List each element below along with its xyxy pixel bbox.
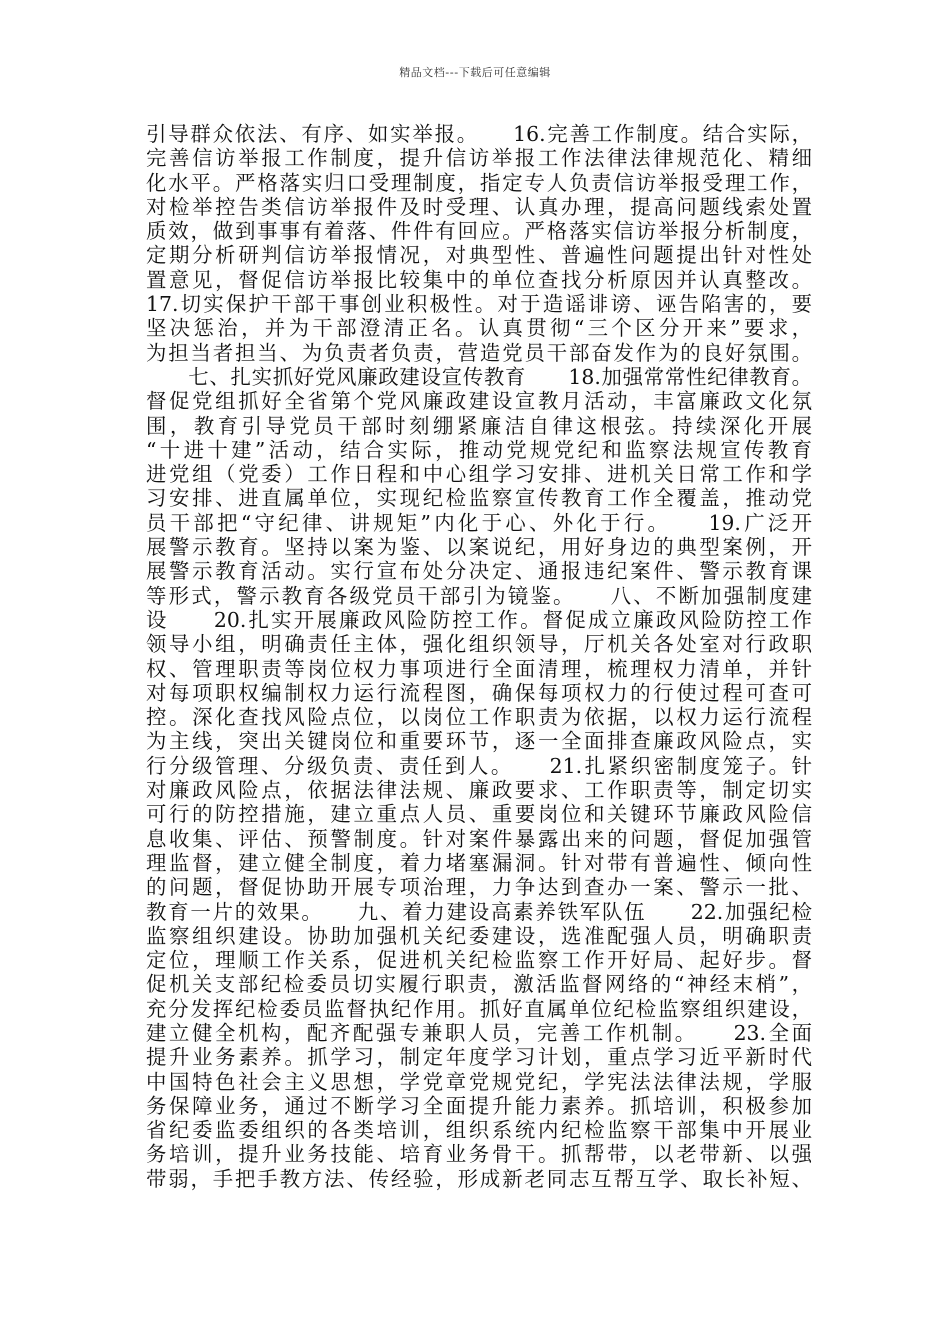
body-line: 坚决惩治，并为干部澄清正名。认真贯彻“三个区分开来”要求， xyxy=(146,316,812,341)
body-line: 教育一片的效果。 九、着力建设高素养铁军队伍 22.加强纪检 xyxy=(146,899,812,924)
body-line: 设 20.扎实开展廉政风险防控工作。督促成立廉政风险防控工作 xyxy=(146,607,812,632)
body-line: 省纪委监委组织的各类培训，组织系统内纪检监察干部集中开展业 xyxy=(146,1118,812,1143)
body-line: 对检举控告类信访举报件及时受理、认真办理，提高问题线索处置 xyxy=(146,194,812,219)
body-line: 化水平。严格落实归口受理制度，指定专人负责信访举报受理工作， xyxy=(146,170,812,195)
body-line: 行分级管理、分级负责、责任到人。 21.扎紧织密制度笼子。针 xyxy=(146,753,812,778)
body-line: 习安排、进直属单位，实现纪检监察宣传教育工作全覆盖，推动党 xyxy=(146,486,812,511)
body-line: 充分发挥纪检委员监督执纪作用。抓好直属单位纪检监察组织建设， xyxy=(146,996,812,1021)
body-line: 对每项职权编制权力运行流程图，确保每项权力的行使过程可查可 xyxy=(146,680,812,705)
body-line: 的问题，督促协助开展专项治理，力争达到查办一案、警示一批、 xyxy=(146,875,812,900)
body-line: 务培训，提升业务技能、培育业务骨干。抓帮带，以老带新、以强 xyxy=(146,1142,812,1167)
body-line: 控。深化查找风险点位，以岗位工作职责为依据，以权力运行流程 xyxy=(146,705,812,730)
body-line: 定期分析研判信访举报情况，对典型性、普遍性问题提出针对性处 xyxy=(146,243,812,268)
body-line: 引导群众依法、有序、如实举报。 16.完善工作制度。结合实际， xyxy=(146,122,812,146)
body-line: 促机关支部纪检委员切实履行职责，激活监督网络的“神经末梢”， xyxy=(146,972,812,997)
body-line: 等形式，警示教育各级党员干部引为镜鉴。 八、不断加强制度建 xyxy=(146,583,812,608)
body-line: 为主线，突出关键岗位和重要环节，逐一全面排查廉政风险点，实 xyxy=(146,729,812,754)
body-line: 17.切实保护干部干事创业积极性。对于造谣诽谤、诬告陷害的，要 xyxy=(146,292,812,317)
body-line: “十进十建”活动，结合实际，推动党规党纪和监察法规宣传教育 xyxy=(146,437,812,462)
body-line: 督促党组抓好全省第个党风廉政建设宣教月活动，丰富廉政文化氛 xyxy=(146,389,812,414)
body-line: 定位，理顺工作关系，促进机关纪检监察工作开好局、起好步。督 xyxy=(146,948,812,973)
body-line: 中国特色社会主义思想，学党章党规党纪，学宪法法律法规，学服 xyxy=(146,1069,812,1094)
body-line: 权、管理职责等岗位权力事项进行全面清理，梳理权力清单，并针 xyxy=(146,656,812,681)
body-line: 展警示教育。坚持以案为鉴、以案说纪，用好身边的典型案例，开 xyxy=(146,535,812,560)
document-body xyxy=(146,122,812,1191)
body-line: 为担当者担当、为负责者负责，营造党员干部奋发作为的良好氛围。 xyxy=(146,340,812,365)
body-line: 建立健全机构，配齐配强专兼职人员，完善工作机制。 23.全面 xyxy=(146,1020,812,1045)
body-line: 进党组（党委）工作日程和中心组学习安排、进机关日常工作和学 xyxy=(146,462,812,487)
page-header: 精品文档---下载后可任意编辑 xyxy=(399,66,551,79)
body-line: 置意见，督促信访举报比较集中的单位查找分析原因并认真整改。 xyxy=(146,267,812,292)
body-line: 对廉政风险点，依据法律法规、廉政要求、工作职责等，制定切实 xyxy=(146,778,812,803)
body-line: 质效，做到事事有着落、件件有回应。严格落实信访举报分析制度， xyxy=(146,219,812,244)
body-line: 围，教育引导党员干部时刻绷紧廉洁自律这根弦。持续深化开展 xyxy=(146,413,812,438)
body-line: 理监督，建立健全制度，着力堵塞漏洞。针对带有普遍性、倾向性 xyxy=(146,850,812,875)
body-line: 提升业务素养。抓学习，制定年度学习计划，重点学习近平新时代 xyxy=(146,1045,812,1070)
body-line: 带弱，手把手教方法、传经验，形成新老同志互帮互学、取长补短、 xyxy=(146,1166,812,1191)
body-line: 务保障业务，通过不断学习全面提升能力素养。抓培训，积极参加 xyxy=(146,1093,812,1118)
body-line: 息收集、评估、预警制度。针对案件暴露出来的问题，督促加强管 xyxy=(146,826,812,851)
body-line: 完善信访举报工作制度，提升信访举报工作法律法律规范化、精细 xyxy=(146,146,812,171)
body-line: 监察组织建设。协助加强机关纪委建设，选准配强人员，明确职责 xyxy=(146,923,812,948)
body-line: 领导小组，明确责任主体，强化组织领导，厅机关各处室对行政职 xyxy=(146,632,812,657)
body-line: 员干部把“守纪律、讲规矩”内化于心、外化于行。 19.广泛开 xyxy=(146,510,812,535)
body-line: 展警示教育活动。实行宣布处分决定、通报违纪案件、警示教育课 xyxy=(146,559,812,584)
body-line: 七、扎实抓好党风廉政建设宣传教育 18.加强常常性纪律教育。 xyxy=(146,364,812,389)
body-line: 可行的防控措施，建立重点人员、重要岗位和关键环节廉政风险信 xyxy=(146,802,812,827)
